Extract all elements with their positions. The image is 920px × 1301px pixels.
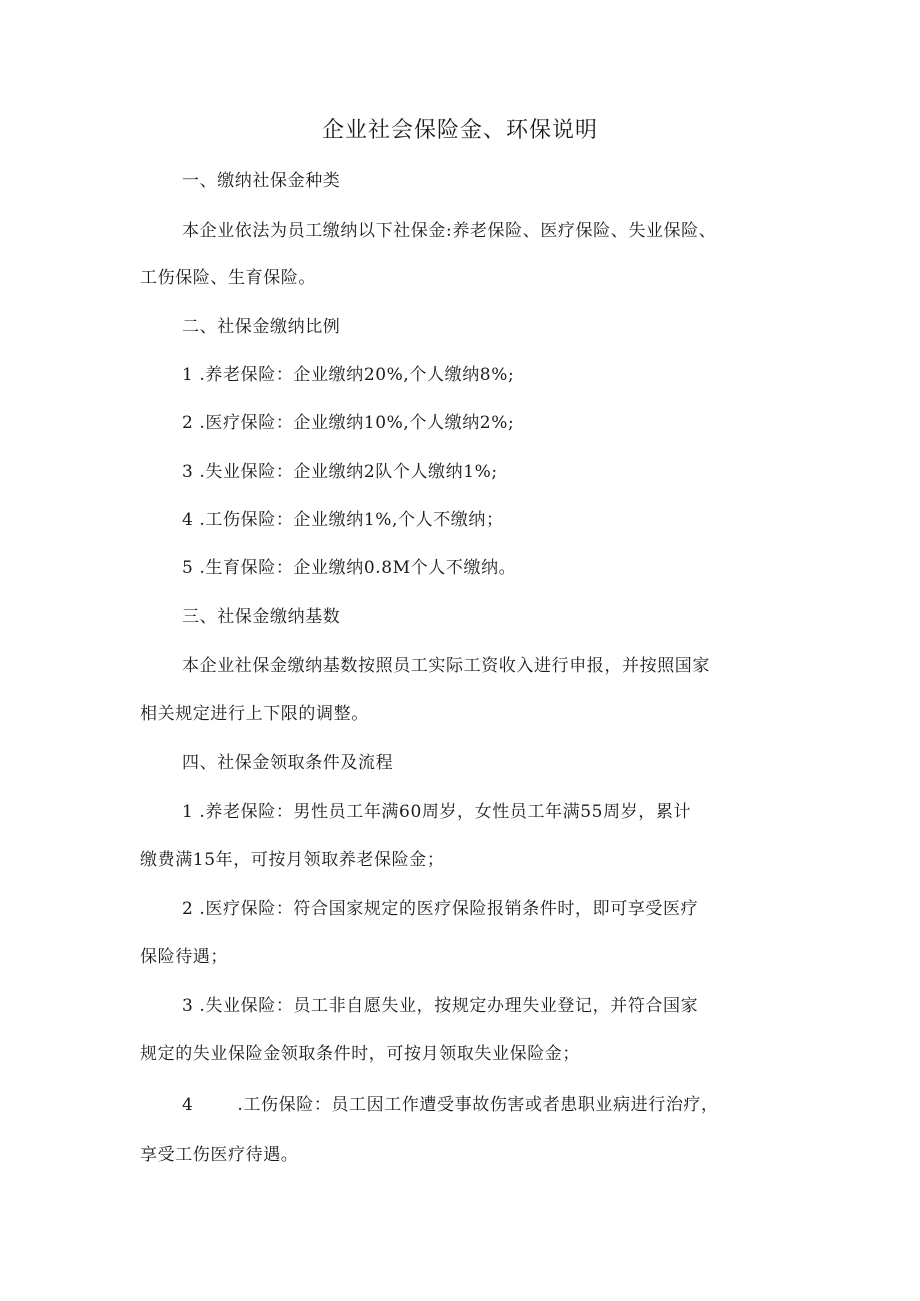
section-4-item-1-line-1: 1 .养老保险：男性员工年满60周岁，女性员工年满55周岁，累计 xyxy=(182,802,692,822)
section-2-item: 2 .医疗保险：企业缴纳10%,个人缴纳2%; xyxy=(182,413,515,433)
section-4-item-3-line-2: 规定的失业保险金领取条件时，可按月领取失业保险金； xyxy=(140,1044,580,1064)
section-4-item-4-number: 4 xyxy=(182,1095,194,1115)
section-4-item-1-line-2: 缴费满15年，可按月领取养老保险金； xyxy=(140,850,445,870)
section-3-paragraph-line-2: 相关规定进行上下限的调整。 xyxy=(140,704,369,724)
section-3-paragraph-line-1: 本企业社保金缴纳基数按照员工实际工资收入进行申报，并按照国家 xyxy=(182,656,710,676)
section-1-paragraph-line-1: 本企业依法为员工缴纳以下社保金:养老保险、医疗保险、失业保险、 xyxy=(182,221,717,241)
section-2-item: 1 .养老保险：企业缴纳20%,个人缴纳8%; xyxy=(182,365,515,385)
section-4-item-4-line-1 xyxy=(182,1090,832,1120)
section-4-item-2-line-2: 保险待遇； xyxy=(140,947,228,967)
document-title: 企业社会保险金、环保说明 xyxy=(321,118,598,143)
section-2-heading: 二、社保金缴纳比例 xyxy=(182,317,341,337)
section-3-heading: 三、社保金缴纳基数 xyxy=(182,607,341,627)
section-4-heading: 四、社保金领取条件及流程 xyxy=(182,753,394,773)
section-2-item: 4 .工伤保险：企业缴纳1%,个人不缴纳； xyxy=(182,510,504,530)
section-4-item-2-line-1: 2 .医疗保险：符合国家规定的医疗保险报销条件时，即可享受医疗 xyxy=(182,899,699,919)
section-4-item-4-text: .工伤保险：员工因工作遭受事故伤害或者患职业病进行治疗， xyxy=(237,1095,719,1115)
section-4-item-3-line-1: 3 .失业保险：员工非自愿失业，按规定办理失业登记，并符合国家 xyxy=(182,996,699,1016)
section-1-heading: 一、缴纳社保金种类 xyxy=(182,171,341,191)
section-1-paragraph-line-2: 工伤保险、生育保险。 xyxy=(140,268,316,288)
section-4-item-4-line-2: 享受工伤医疗待遇。 xyxy=(140,1145,299,1165)
section-2-item: 3 .失业保险：企业缴纳2队个人缴纳1%; xyxy=(182,462,498,482)
section-2-item: 5 .生育保险：企业缴纳0.8M个人不缴纳。 xyxy=(182,558,517,578)
